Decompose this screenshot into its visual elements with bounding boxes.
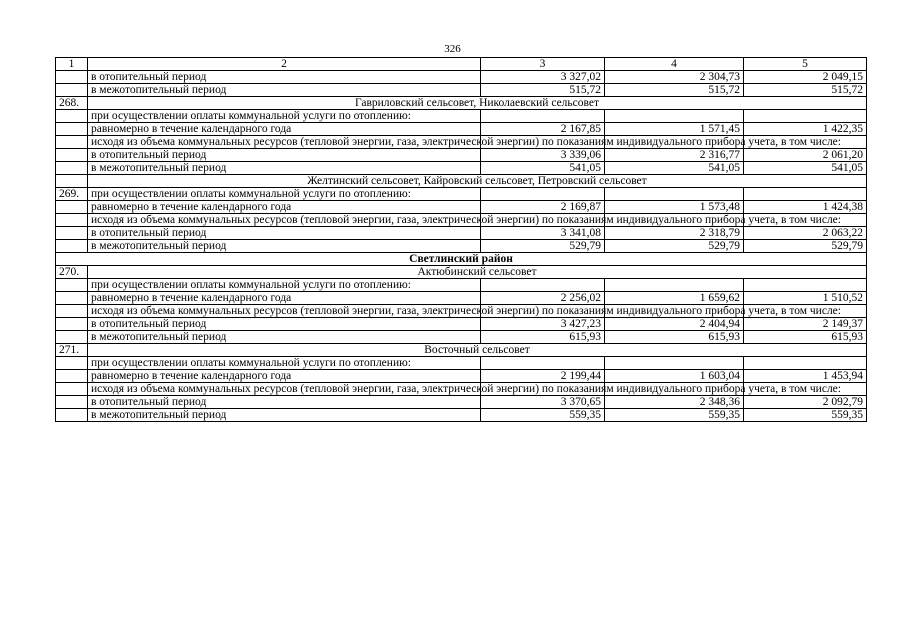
value-cell: 2 318,79 xyxy=(605,227,744,240)
row-number xyxy=(56,318,88,331)
header-cell: 3 xyxy=(481,58,605,71)
value-cell: 559,35 xyxy=(744,409,867,422)
header-row xyxy=(56,58,867,71)
value-cell: 2 404,94 xyxy=(605,318,744,331)
row-number xyxy=(56,201,88,214)
table-row xyxy=(56,188,867,201)
value-cell: 515,72 xyxy=(744,84,867,97)
row-number xyxy=(56,71,88,84)
row-number xyxy=(56,396,88,409)
row-label: равномерно в течение календарного года xyxy=(88,123,481,136)
row-label: в межотопительный период xyxy=(88,331,481,344)
table-row xyxy=(56,201,867,214)
table-row xyxy=(56,71,867,84)
row-label: исходя из объема коммунальных ресурсов (тепловой энергии, газа, электрической энергии) по показаниям индивидуального прибора учета, в том числе: xyxy=(88,136,481,149)
value-cell: 2 049,15 xyxy=(744,71,867,84)
value-cell xyxy=(481,279,605,292)
value-cell: 1 422,35 xyxy=(744,123,867,136)
table-row xyxy=(56,240,867,253)
section-row xyxy=(56,175,867,188)
row-number xyxy=(56,227,88,240)
value-cell xyxy=(605,279,744,292)
value-cell: 2 169,87 xyxy=(481,201,605,214)
row-number xyxy=(56,240,88,253)
row-number xyxy=(56,136,88,149)
table-row xyxy=(56,84,867,97)
value-cell: 529,79 xyxy=(744,240,867,253)
row-number xyxy=(56,149,88,162)
value-cell: 2 063,22 xyxy=(744,227,867,240)
value-cell xyxy=(605,188,744,201)
value-cell: 2 256,02 xyxy=(481,292,605,305)
page-number: 326 xyxy=(444,43,461,55)
value-cell: 1 573,48 xyxy=(605,201,744,214)
value-cell: 615,93 xyxy=(481,331,605,344)
row-label: в межотопительный период xyxy=(88,409,481,422)
row-label: исходя из объема коммунальных ресурсов (тепловой энергии, газа, электрической энергии) по показаниям индивидуального прибора учета, в том числе: xyxy=(88,305,481,318)
value-cell: 1 453,94 xyxy=(744,370,867,383)
value-cell: 1 659,62 xyxy=(605,292,744,305)
section-title: Желтинский сельсовет, Кайровский сельсовет, Петровский сельсовет xyxy=(88,175,867,188)
row-label: в межотопительный период xyxy=(88,162,481,175)
value-cell xyxy=(744,188,867,201)
section-title: Гавриловский сельсовет, Николаевский сельсовет xyxy=(88,97,867,110)
value-cell: 2 304,73 xyxy=(605,71,744,84)
table-row xyxy=(56,149,867,162)
value-cell: 515,72 xyxy=(481,84,605,97)
section-number: 271. xyxy=(56,344,88,357)
value-cell xyxy=(744,279,867,292)
row-number xyxy=(56,123,88,136)
value-cell: 2 348,36 xyxy=(605,396,744,409)
header-cell: 2 xyxy=(88,58,481,71)
row-label: в отопительный период xyxy=(88,149,481,162)
table-row xyxy=(56,110,867,123)
section-number: 270. xyxy=(56,266,88,279)
row-label: при осуществлении оплаты коммунальной услуги по отоплению: xyxy=(88,357,481,370)
section-title: Актюбинский сельсовет xyxy=(88,266,867,279)
section-row xyxy=(56,97,867,110)
value-cell: 615,93 xyxy=(744,331,867,344)
value-cell: 529,79 xyxy=(605,240,744,253)
table-row xyxy=(56,123,867,136)
row-label: при осуществлении оплаты коммунальной услуги по отоплению: xyxy=(88,279,481,292)
table-row xyxy=(56,396,867,409)
district-heading: Светлинский район xyxy=(56,253,867,266)
row-number xyxy=(56,110,88,123)
section-row xyxy=(56,344,867,357)
value-cell xyxy=(744,110,867,123)
row-number xyxy=(56,331,88,344)
row-number xyxy=(56,357,88,370)
row-label: при осуществлении оплаты коммунальной услуги по отоплению: xyxy=(88,110,481,123)
value-cell: 2 199,44 xyxy=(481,370,605,383)
row-label: равномерно в течение календарного года xyxy=(88,292,481,305)
row-number xyxy=(56,162,88,175)
row-number xyxy=(56,214,88,227)
value-cell: 541,05 xyxy=(481,162,605,175)
value-cell: 559,35 xyxy=(481,409,605,422)
section-number xyxy=(56,175,88,188)
row-number xyxy=(56,409,88,422)
value-cell xyxy=(605,110,744,123)
row-label: равномерно в течение календарного года xyxy=(88,201,481,214)
row-label: в отопительный период xyxy=(88,318,481,331)
row-number xyxy=(56,305,88,318)
value-cell: 1 571,45 xyxy=(605,123,744,136)
value-cell: 2 061,20 xyxy=(744,149,867,162)
table-row xyxy=(56,227,867,240)
row-number xyxy=(56,279,88,292)
value-cell: 515,72 xyxy=(605,84,744,97)
value-cell: 559,35 xyxy=(605,409,744,422)
value-cell xyxy=(481,188,605,201)
row-label: исходя из объема коммунальных ресурсов (тепловой энергии, газа, электрической энергии) по показаниям индивидуального прибора учета, в том числе: xyxy=(88,214,481,227)
row-label: равномерно в течение календарного года xyxy=(88,370,481,383)
value-cell: 2 316,77 xyxy=(605,149,744,162)
row-number: 269. xyxy=(56,188,88,201)
value-cell: 615,93 xyxy=(605,331,744,344)
district-row xyxy=(56,253,867,266)
row-number xyxy=(56,370,88,383)
row-label: в межотопительный период xyxy=(88,84,481,97)
value-cell: 541,05 xyxy=(605,162,744,175)
value-cell: 2 092,79 xyxy=(744,396,867,409)
value-cell xyxy=(744,357,867,370)
table-row xyxy=(56,331,867,344)
value-cell: 529,79 xyxy=(481,240,605,253)
row-number xyxy=(56,84,88,97)
section-row xyxy=(56,266,867,279)
value-cell xyxy=(481,110,605,123)
value-cell: 1 603,04 xyxy=(605,370,744,383)
table-row xyxy=(56,292,867,305)
table-row xyxy=(56,214,867,227)
table-row xyxy=(56,370,867,383)
row-label: в отопительный период xyxy=(88,396,481,409)
header-cell: 4 xyxy=(605,58,744,71)
table-body xyxy=(56,58,867,422)
value-cell: 3 370,65 xyxy=(481,396,605,409)
value-cell: 541,05 xyxy=(744,162,867,175)
header-cell: 1 xyxy=(56,58,88,71)
value-cell: 3 341,08 xyxy=(481,227,605,240)
table-row xyxy=(56,305,867,318)
table-row xyxy=(56,318,867,331)
row-number xyxy=(56,292,88,305)
value-cell xyxy=(605,357,744,370)
tariff-table xyxy=(55,57,867,422)
value-cell: 3 339,06 xyxy=(481,149,605,162)
table-row xyxy=(56,357,867,370)
header-cell: 5 xyxy=(744,58,867,71)
row-label: в отопительный период xyxy=(88,71,481,84)
value-cell: 3 327,02 xyxy=(481,71,605,84)
row-label: в отопительный период xyxy=(88,227,481,240)
row-label: при осуществлении оплаты коммунальной услуги по отоплению: xyxy=(88,188,481,201)
table-row xyxy=(56,136,867,149)
value-cell: 2 149,37 xyxy=(744,318,867,331)
value-cell: 3 427,23 xyxy=(481,318,605,331)
table-row xyxy=(56,409,867,422)
section-title: Восточный сельсовет xyxy=(88,344,867,357)
section-number: 268. xyxy=(56,97,88,110)
table-row xyxy=(56,383,867,396)
table-row xyxy=(56,162,867,175)
value-cell: 1 424,38 xyxy=(744,201,867,214)
row-number xyxy=(56,383,88,396)
value-cell: 2 167,85 xyxy=(481,123,605,136)
value-cell xyxy=(481,357,605,370)
row-label: в межотопительный период xyxy=(88,240,481,253)
row-label: исходя из объема коммунальных ресурсов (тепловой энергии, газа, электрической энергии) по показаниям индивидуального прибора учета, в том числе: xyxy=(88,383,481,396)
value-cell: 1 510,52 xyxy=(744,292,867,305)
table-row xyxy=(56,279,867,292)
